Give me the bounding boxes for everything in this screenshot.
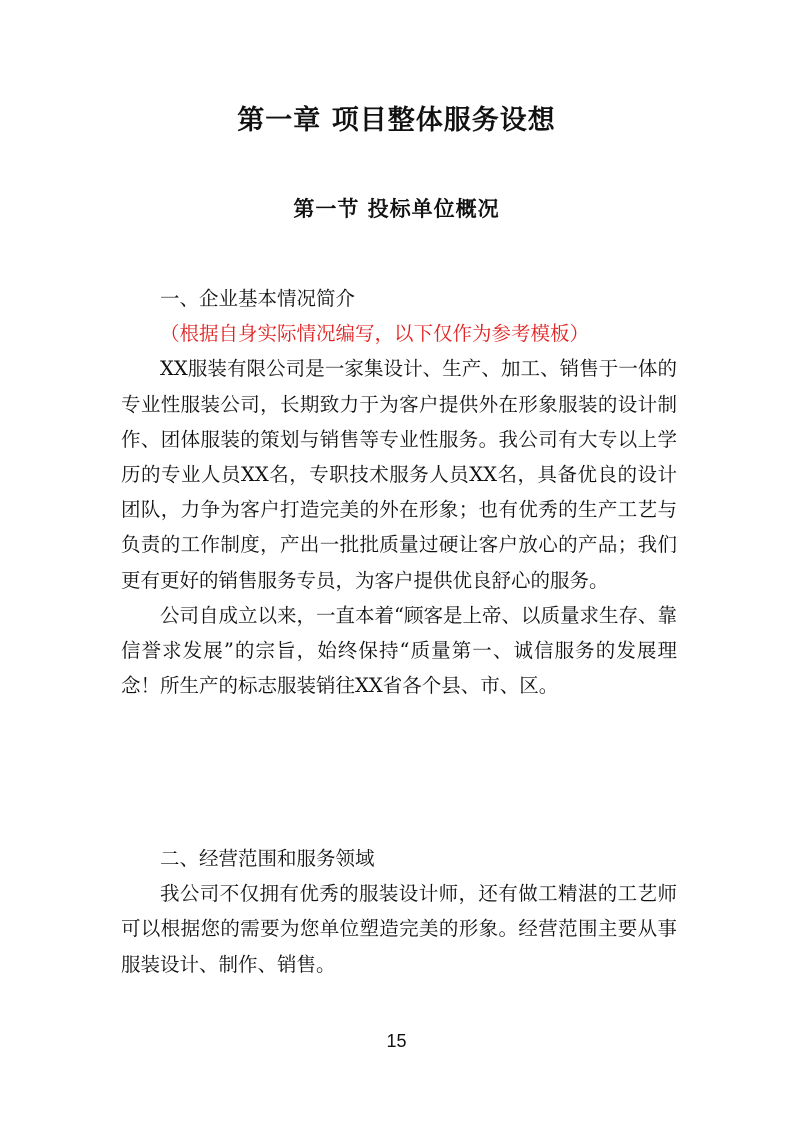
chapter-title: 第一章 项目整体服务设想 [237, 105, 556, 136]
business-scope-paragraph: 我公司不仅拥有优秀的服装设计师，还有做工精湛的工艺师可以根据您的需要为您单位塑造完美的形象。经营范围主要从事服装设计、制作、销售。 [121, 882, 677, 976]
section-title: 第一节 投标单位概况 [293, 197, 500, 221]
part1-heading: 一、企业基本情况简介 [160, 287, 356, 310]
section-part-1 [121, 281, 677, 703]
section-part-2 [121, 841, 677, 982]
company-intro-paragraph: XX服装有限公司是一家集设计、生产、加工、销售于一体的专业性服装公司，长期致力于为客户提供外在形象服装的设计制作、团体服装的策划与销售等专业性服务。我公司有大专以上学历的专业人员XX名，专职技术服务人员XX名，具备优良的设计团队，力争为客户打造完美的外在形象；也有优秀的生产工艺与负责的工作制度，产出一批批质量过硬让客户放心的产品；我们更有更好的销售服务专员，为客户提供优良舒心的服务。 [121, 357, 677, 592]
page-number: 15 [386, 1031, 407, 1051]
company-philosophy-paragraph: 公司自成立以来，一直本着“顾客是上帝、以质量求生存、靠信誉求发展”的宗旨，始终保持“质量第一、诚信服务的发展理念！所生产的标志服装销往XX省各个县、市、区。 [121, 603, 677, 698]
part2-heading: 二、经营范围和服务领域 [160, 847, 375, 870]
template-note: （根据自身实际情况编写，以下仅作为参考模板） [160, 322, 590, 346]
